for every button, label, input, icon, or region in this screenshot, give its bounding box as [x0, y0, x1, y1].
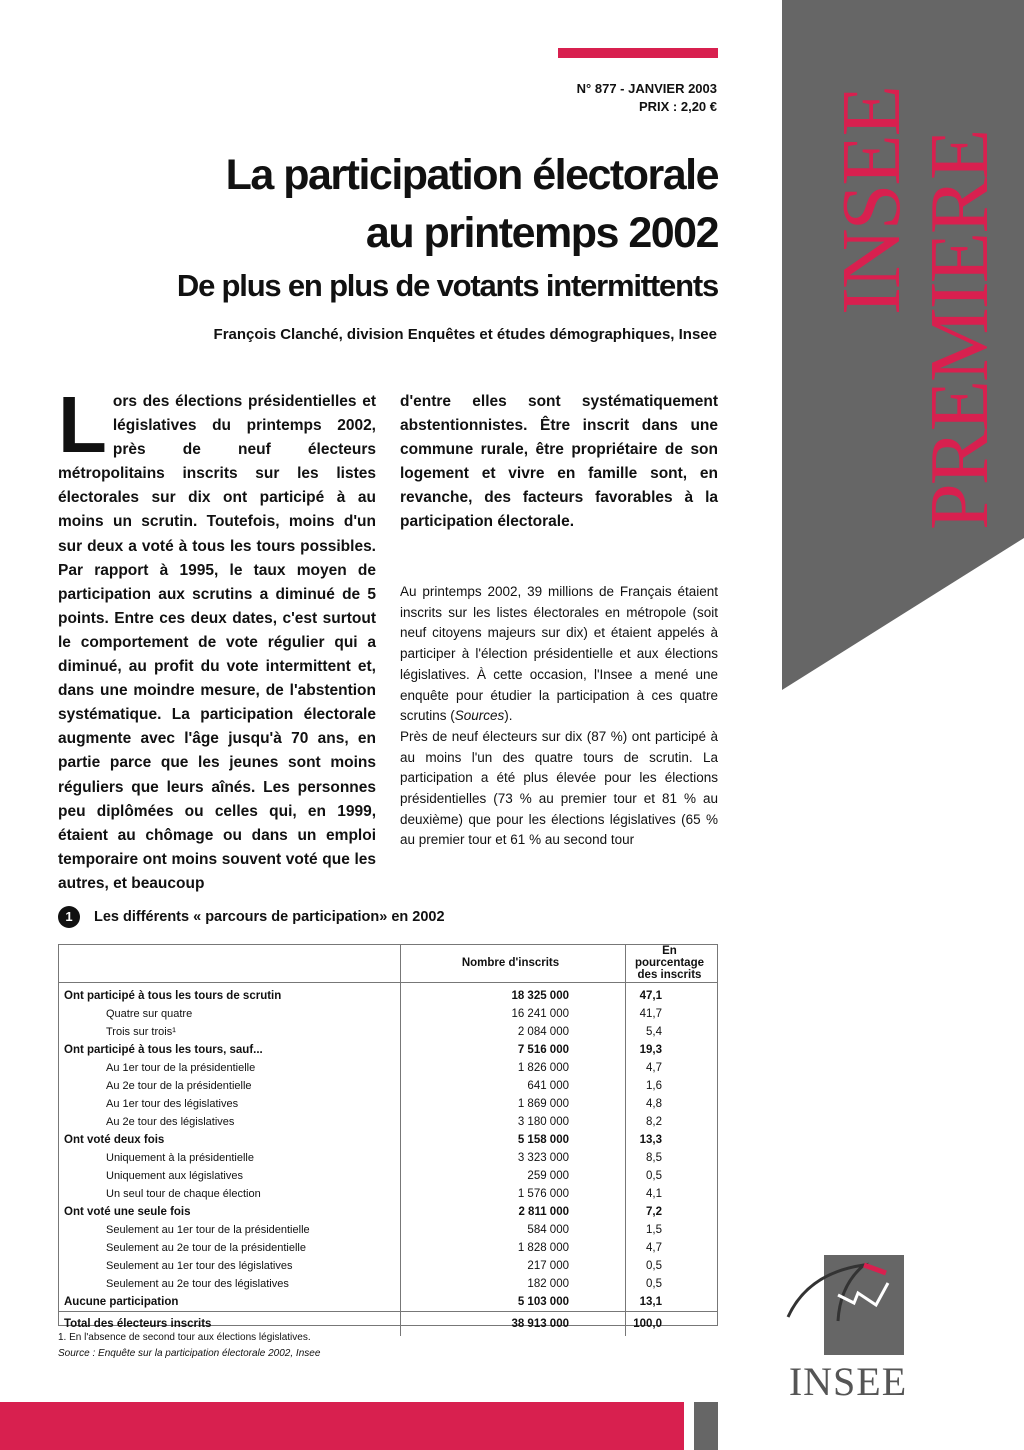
row-label: Seulement au 2e tour des législatives [106, 1278, 289, 1290]
brand-word-insee: INSEE [825, 87, 918, 315]
row-label: Au 1er tour des législatives [106, 1098, 239, 1110]
row-percent: 19,3 [626, 1041, 719, 1059]
accent-bar [558, 48, 718, 58]
author-line: François Clanché, division Enquêtes et études démographiques, Insee [213, 326, 717, 343]
drop-cap: L [58, 380, 107, 469]
row-percent: 8,2 [626, 1113, 719, 1131]
table-row [58, 1167, 718, 1185]
body-paragraph-1-text: Au printemps 2002, 39 millions de Français étaient inscrits sur les listes électorales en métropole (soit neuf citoyens majeurs sur dix) et étaient appelés à participer à l'élection présidentielle et aux élections législatives. À cette occasion, l'Insee a mené une enquête pour étudier la participation à ces quatre scrutins ( [400, 584, 718, 724]
title-line-1: La participation électorale [225, 151, 718, 199]
table-row [58, 1095, 718, 1113]
issue-info [577, 80, 717, 116]
lead-column-1 [58, 380, 376, 896]
row-percent: 4,8 [626, 1095, 719, 1113]
table-row [58, 1239, 718, 1257]
row-percent: 5,4 [626, 1023, 719, 1041]
bottom-accent-bar [0, 1402, 684, 1450]
row-label: Seulement au 2e tour de la présidentielle [106, 1242, 306, 1254]
row-label: Uniquement aux législatives [106, 1170, 243, 1182]
row-count: 18 325 000 [401, 983, 626, 1006]
row-count: 1 826 000 [401, 1059, 626, 1077]
table-row [58, 1221, 718, 1239]
row-count: 1 869 000 [401, 1095, 626, 1113]
table-row [58, 1149, 718, 1167]
logo-wordmark: INSEE [788, 1359, 908, 1404]
row-count: 1 828 000 [401, 1239, 626, 1257]
table-row [58, 1203, 718, 1221]
row-label: Au 2e tour des législatives [106, 1116, 235, 1128]
row-count: 2 084 000 [401, 1023, 626, 1041]
insee-logo-icon [778, 1255, 918, 1355]
row-label: Un seul tour de chaque élection [106, 1188, 261, 1200]
title-line-2: au printemps 2002 [365, 209, 718, 257]
row-percent: 47,1 [626, 983, 719, 1006]
table-row [58, 1293, 718, 1312]
table-header-label [58, 944, 401, 983]
row-count: 259 000 [401, 1167, 626, 1185]
table-row [58, 1023, 718, 1041]
row-percent: 13,1 [626, 1293, 719, 1312]
figure-number-badge: 1 [58, 906, 80, 928]
row-count: 7 516 000 [401, 1041, 626, 1059]
row-label: Ont voté une seule fois [64, 1206, 191, 1218]
table-notes [58, 1330, 320, 1362]
row-percent: 8,5 [626, 1149, 719, 1167]
row-count: 2 811 000 [401, 1203, 626, 1221]
issue-number: N° 877 - JANVIER 2003 [576, 81, 717, 96]
sources-link: Sources [454, 708, 505, 724]
row-count: 3 180 000 [401, 1113, 626, 1131]
row-label: Seulement au 1er tour de la présidentielle [106, 1224, 310, 1236]
row-percent: 41,7 [626, 1005, 719, 1023]
lead-text: ors des élections présidentielles et législatives du printemps 2002, près de neuf électeurs métropolitains inscrits sur les listes électorales sur dix ont participé à au moins un scrutin. Toutefois, moins d'un sur deux a voté à tous les tours possibles. Par rapport à 1995, le taux moyen de participation aux scrutins a diminué de 5 points. Entre ces deux dates, c'est surtout le comportement de vote régulier qui a diminué, au profit du vote intermittent et, dans une moindre mesure, de l'abstention systématique. La participation électorale augmente avec l'âge jusqu'à 70 ans, en partie parce que les jeunes sont moins réguliers que leurs aînés. Les personnes peu diplômées ou celles qui, en 1999, étaient au chômage ou dans un emploi temporaire ont moins souvent voté que les autres, et beaucoup [58, 393, 376, 892]
footnote: 1. En l'absence de second tour aux élections législatives. [58, 1332, 311, 1343]
table-row [58, 1131, 718, 1149]
body-column [400, 582, 718, 851]
row-percent: 100,0 [626, 1312, 719, 1337]
table-row [58, 1275, 718, 1293]
table-row [58, 1113, 718, 1131]
row-label: Total des électeurs inscrits [58, 1312, 401, 1337]
row-percent: 4,7 [626, 1239, 719, 1257]
table-header-count: Nombre d'inscrits [401, 944, 626, 983]
table-row [58, 1077, 718, 1095]
table-header-row [58, 944, 718, 983]
brand-word-premiere: PREMIERE [913, 130, 1006, 530]
table-row [58, 1059, 718, 1077]
issue-price: PRIX : 2,20 € [638, 99, 717, 114]
figure-title [58, 906, 445, 928]
row-label: Au 1er tour de la présidentielle [106, 1062, 256, 1074]
row-percent: 4,1 [626, 1185, 719, 1203]
row-label: Aucune participation [64, 1296, 179, 1308]
table-row [58, 1041, 718, 1059]
figure-title-text: Les différents « parcours de participation» en 2002 [94, 908, 445, 925]
row-percent: 4,7 [626, 1059, 719, 1077]
row-percent: 0,5 [626, 1167, 719, 1185]
row-label: Quatre sur quatre [106, 1008, 193, 1020]
row-count: 5 158 000 [401, 1131, 626, 1149]
row-percent: 7,2 [626, 1203, 719, 1221]
row-count: 182 000 [401, 1275, 626, 1293]
body-paragraph-2: Près de neuf électeurs sur dix (87 %) ont participé à au moins l'un des quatre tours de scrutin. La participation a été plus élevée pour les élections présidentielles (73 % au premier tour et 81 % au deuxième) que pour les élections législatives (65 % au premier tour et 61 % au second tour [400, 728, 718, 848]
bottom-grey-bar [694, 1402, 718, 1450]
row-label: Trois sur trois¹ [106, 1026, 176, 1038]
table-row [58, 1257, 718, 1275]
table-row [58, 983, 718, 1006]
row-percent: 0,5 [626, 1257, 719, 1275]
row-count: 16 241 000 [401, 1005, 626, 1023]
row-label: Ont voté deux fois [64, 1134, 165, 1146]
row-count: 584 000 [401, 1221, 626, 1239]
row-percent: 1,5 [626, 1221, 719, 1239]
row-label: Uniquement à la présidentielle [106, 1152, 254, 1164]
row-label: Ont participé à tous les tours, sauf... [64, 1044, 263, 1056]
lead-column-2: d'entre elles sont systématiquement abstentionnistes. Être inscrit dans une commune rurale, être propriétaire de son logement et vivre en famille sont, en revanche, des facteurs favorables à la participation électorale. [400, 393, 718, 531]
row-count: 3 323 000 [401, 1149, 626, 1167]
row-percent: 1,6 [626, 1077, 719, 1095]
participation-table [58, 944, 718, 1336]
body-paragraph-1 [400, 582, 718, 727]
page-title [78, 146, 718, 262]
row-label: Ont participé à tous les tours de scrutin [64, 990, 282, 1002]
row-count: 1 576 000 [401, 1185, 626, 1203]
table-header-percent: En pourcentage des inscrits [626, 944, 719, 983]
row-count: 5 103 000 [401, 1293, 626, 1312]
body-paragraph-1-end: ). [504, 708, 513, 724]
source-note: Source : Enquête sur la participation électorale 2002, Insee [58, 1348, 321, 1359]
row-percent: 0,5 [626, 1275, 719, 1293]
row-count: 217 000 [401, 1257, 626, 1275]
page-subtitle: De plus en plus de votants intermittents [176, 268, 718, 303]
table-row [58, 1185, 718, 1203]
row-percent: 13,3 [626, 1131, 719, 1149]
row-label: Au 2e tour de la présidentielle [106, 1080, 252, 1092]
row-count: 641 000 [401, 1077, 626, 1095]
row-count: 38 913 000 [401, 1312, 626, 1337]
row-label: Seulement au 1er tour des législatives [106, 1260, 293, 1272]
table-row [58, 1005, 718, 1023]
